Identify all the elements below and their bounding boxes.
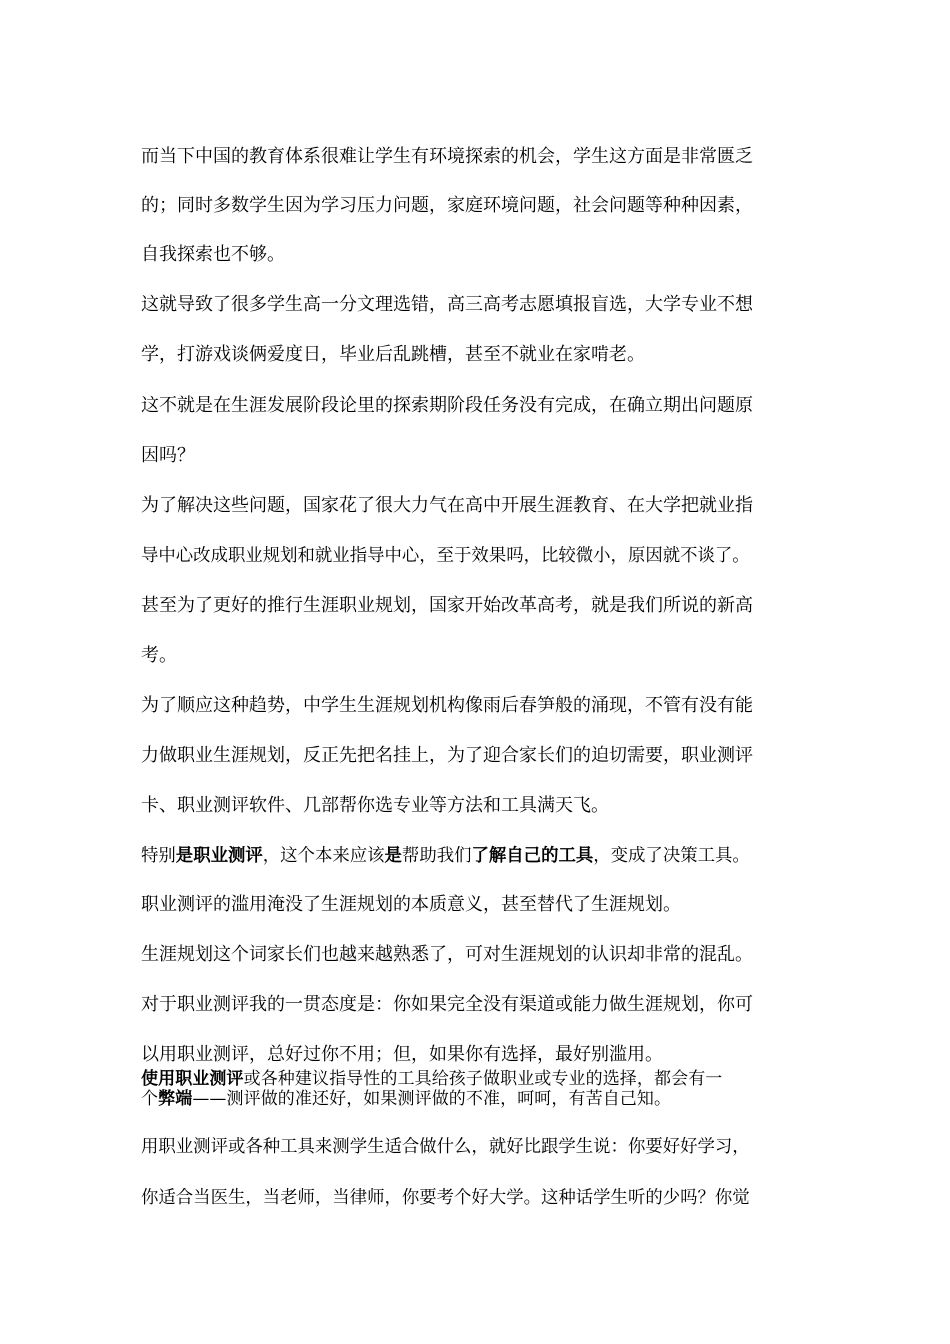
- text-line: 考。: [141, 645, 177, 666]
- text-line: 而当下中国的教育体系很难让学生有环境探索的机会，学生这方面是非常匮乏: [141, 146, 753, 167]
- text-line: 用职业测评或各种工具来测学生适合做什么，就好比跟学生说：你要好好学习，: [141, 1137, 750, 1157]
- text-line-mixed: [141, 1089, 671, 1109]
- text-segment: 特别: [141, 846, 176, 866]
- text-line: 这就导致了很多学生高一分文理选错，高三高考志愿填报盲选，大学专业不想: [141, 294, 753, 315]
- text-segment: ，这个本来应该: [262, 846, 385, 866]
- text-line: 自我探索也不够。: [141, 244, 285, 265]
- bold-segment: 使用职业测评: [141, 1069, 244, 1089]
- text-line: 对于职业测评我的一贯态度是：你如果完全没有渠道或能力做生涯规划，你可: [141, 994, 753, 1015]
- text-segment: ——测评做的准还好，如果测评做的不准，呵呵，有苦自己知。: [192, 1089, 672, 1109]
- text-line: 的；同时多数学生因为学习压力问题，家庭环境问题，社会问题等种种因素，: [141, 195, 753, 216]
- text-line: 学，打游戏谈俩爱度日，毕业后乱跳槽，甚至不就业在家啃老。: [141, 344, 645, 365]
- text-line-mixed: [141, 844, 750, 868]
- text-line: 这不就是在生涯发展阶段论里的探索期阶段任务没有完成，在确立期出问题原: [141, 395, 753, 416]
- text-line: 卡、职业测评软件、几部帮你选专业等方法和工具满天飞。: [141, 795, 609, 816]
- text-line: 甚至为了更好的推行生涯职业规划，国家开始改革高考，就是我们所说的新高: [141, 595, 753, 616]
- text-line: 以用职业测评，总好过你不用；但，如果你有选择，最好别滥用。: [141, 1044, 663, 1065]
- text-line: 为了顺应这种趋势，中学生生涯规划机构像雨后春笋般的涌现，不管有没有能: [141, 695, 753, 716]
- text-line: 因吗？: [141, 445, 195, 466]
- text-line-mixed: [141, 1069, 722, 1089]
- text-segment: 帮助我们: [401, 846, 472, 866]
- text-segment: 个: [141, 1089, 159, 1109]
- text-line: 导中心改成职业规划和就业指导中心，至于效果吗，比较微小，原因就不谈了。: [141, 546, 750, 566]
- bold-segment: 是: [384, 846, 402, 866]
- bold-segment: 了解自己的工具: [471, 846, 594, 866]
- text-line: 力做职业生涯规划，反正先把名挂上，为了迎合家长们的迫切需要，职业测评: [141, 745, 753, 766]
- bold-segment: 是职业测评: [175, 846, 263, 866]
- text-line: 生涯规划这个词家长们也越来越熟悉了，可对生涯规划的认识却非常的混乱。: [141, 944, 753, 965]
- bold-segment: 弊端: [158, 1089, 193, 1109]
- text-line: 你适合当医生，当老师，当律师，你要考个好大学。这种话学生听的少吗？你觉: [141, 1188, 750, 1208]
- text-segment: 或各种建议指导性的工具给孩子做职业或专业的选择，都会有一: [243, 1069, 723, 1089]
- text-segment: ，变成了决策工具。: [593, 846, 750, 866]
- text-line: 职业测评的滥用淹没了生涯规划的本质意义，甚至替代了生涯规划。: [141, 894, 681, 915]
- text-line: 为了解决这些问题，国家花了很大力气在高中开展生涯教育、在大学把就业指: [141, 495, 753, 516]
